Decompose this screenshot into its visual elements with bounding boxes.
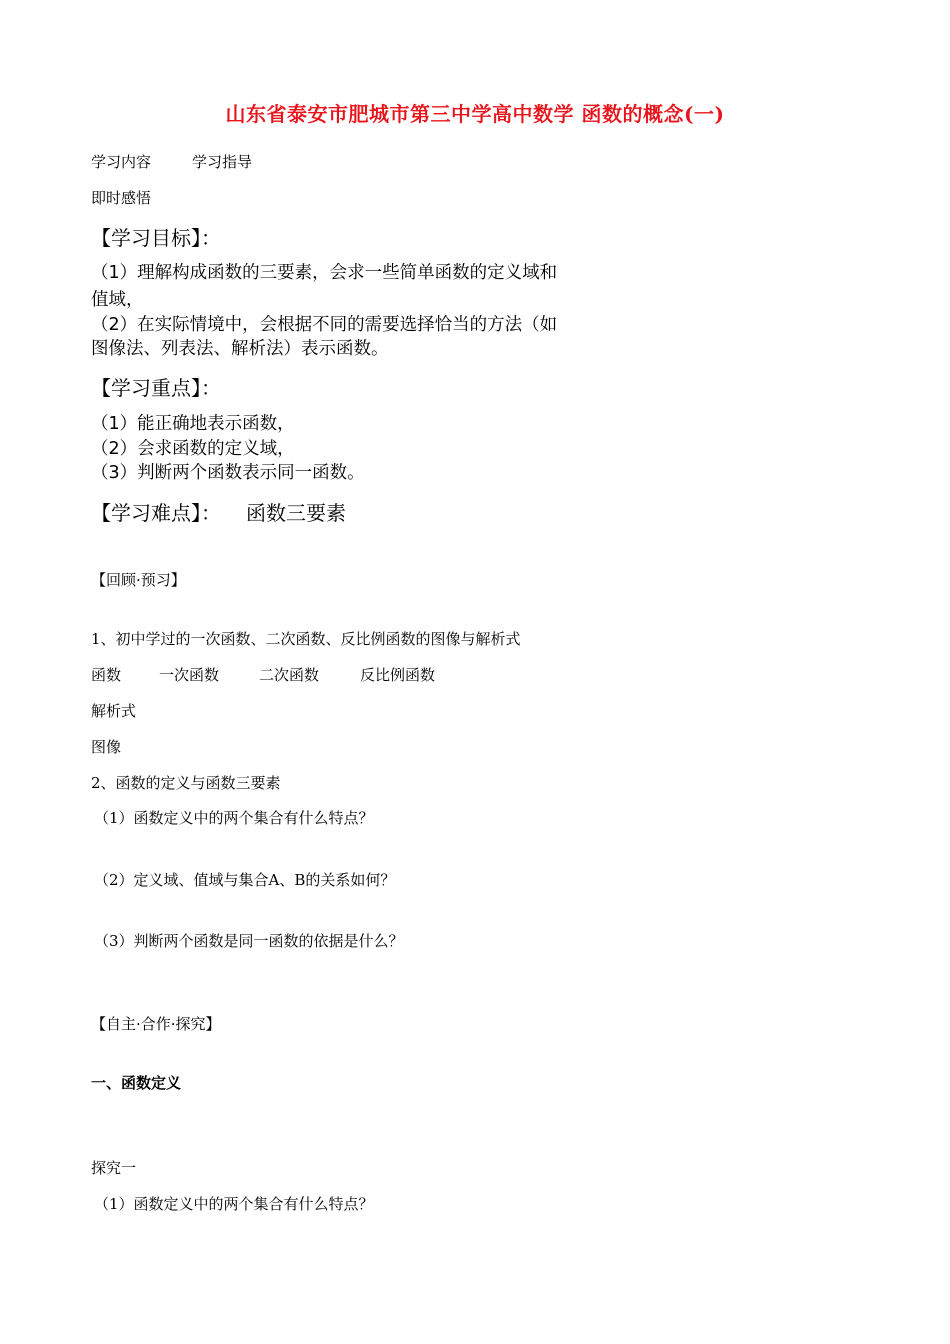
review-question: （3）判断两个函数是同一函数的依据是什么？	[94, 932, 404, 950]
review-item-2: 2、函数的定义与函数三要素	[91, 774, 281, 792]
document-title: 山东省泰安市肥城市第三中学高中数学 函数的概念(一)	[225, 102, 725, 126]
table-header-linear: 一次函数	[159, 666, 220, 684]
row-label-expression: 解析式	[91, 702, 137, 720]
goals-line: 图像法、列表法、解析法）表示函数。	[91, 339, 389, 359]
key-points-line: （2）会求函数的定义域，	[91, 439, 295, 459]
table-header-quadratic: 二次函数	[259, 666, 320, 684]
goals-heading: 【学习目标】：	[91, 226, 221, 250]
difficulty-heading: 【学习难点】：	[91, 501, 221, 525]
goals-line: 值域，	[91, 290, 144, 310]
key-points-line: （1）能正确地表示函数，	[91, 414, 295, 434]
row-label-graph: 图像	[91, 738, 122, 756]
section-function-definition: 一、函数定义	[91, 1074, 182, 1092]
immediate-insight-label: 即时感悟	[91, 189, 152, 207]
review-question: （2）定义域、值域与集合A、B的关系如何？	[94, 871, 396, 889]
review-heading: 【回顾·预习】	[91, 571, 186, 589]
goals-line: （1）理解构成函数的三要素，会求一些简单函数的定义域和	[91, 263, 558, 283]
key-points-heading: 【学习重点】：	[91, 376, 221, 400]
goals-line: （2）在实际情境中，会根据不同的需要选择恰当的方法（如	[91, 315, 558, 335]
explore-question: （1）函数定义中的两个集合有什么特点？	[94, 1195, 374, 1213]
explore-heading: 【自主·合作·探究】	[91, 1015, 221, 1033]
key-points-line: （3）判断两个函数表示同一函数。	[91, 463, 365, 483]
table-header-function: 函数	[91, 666, 122, 684]
column-header-content: 学习内容	[91, 153, 152, 171]
column-header-guide: 学习指导	[192, 153, 253, 171]
table-header-inverse: 反比例函数	[360, 666, 436, 684]
review-item-1: 1、初中学过的一次函数、二次函数、反比例函数的图像与解析式	[91, 630, 521, 648]
explore-sub-heading: 探究一	[91, 1159, 137, 1177]
review-question: （1）函数定义中的两个集合有什么特点？	[94, 809, 374, 827]
difficulty-text: 函数三要素	[246, 501, 346, 525]
